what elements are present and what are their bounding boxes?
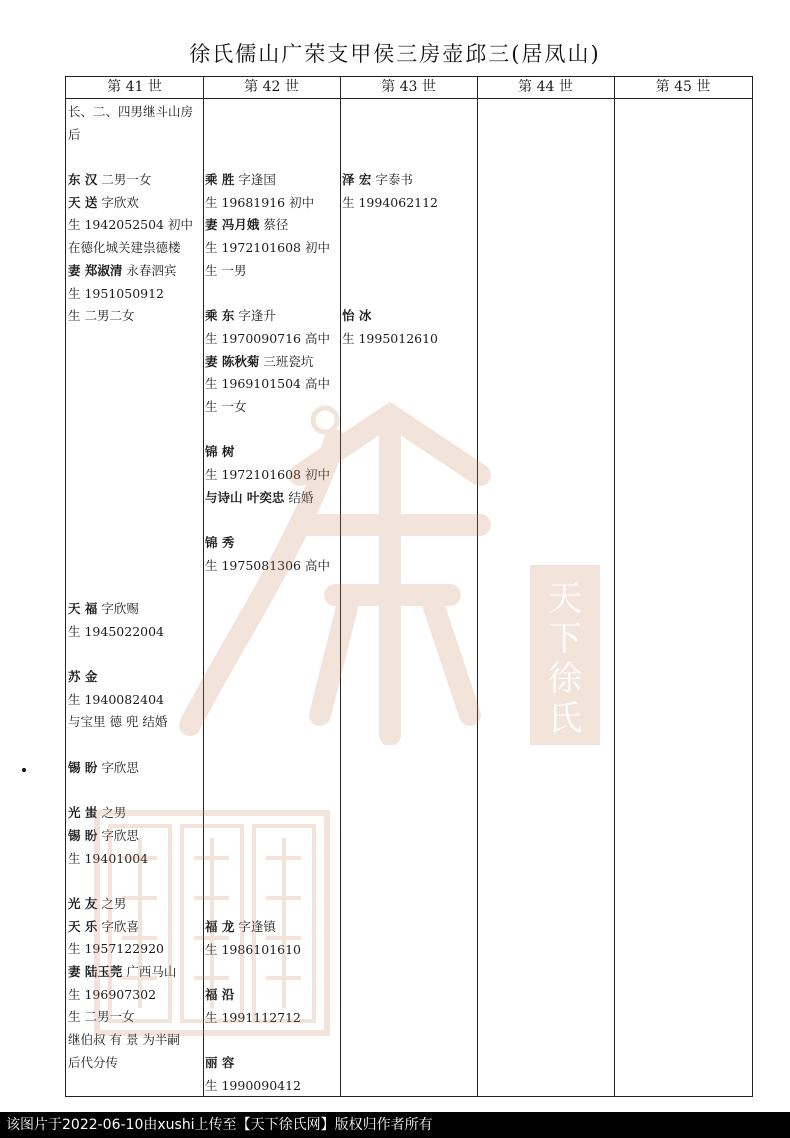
entry-line	[68, 192, 193, 215]
entry-line	[68, 214, 193, 237]
table-header	[66, 77, 752, 99]
entry-detail: 生 1957122920	[68, 941, 165, 957]
generation-41-entries-lower	[68, 598, 180, 1074]
entry-detail: 后	[68, 126, 81, 142]
entry-line	[205, 1052, 301, 1075]
watermark-logo-char: 下	[548, 619, 582, 659]
person-name: 光 友	[68, 895, 98, 911]
entry-line	[205, 351, 330, 374]
page-title: 徐氏儒山广荣支甲侯三房壶邱三(居凤山)	[189, 42, 601, 66]
entry-line	[68, 757, 180, 780]
column-header-43: 第 43 世	[381, 79, 436, 95]
entry-detail: 蔡径	[259, 217, 289, 233]
entry-detail: 二男一女	[97, 172, 152, 188]
entry-line	[68, 711, 180, 734]
entry-detail: 之男	[97, 895, 127, 911]
person-name: 乘 东	[205, 308, 235, 324]
entry-detail: 三班瓷坑	[259, 353, 314, 369]
column-header-44: 第 44 世	[518, 79, 573, 95]
entry-detail: 生 19401004	[68, 850, 149, 866]
entry-line	[68, 961, 180, 984]
entry-line	[205, 984, 301, 1007]
entry-detail: 字欣思	[97, 827, 139, 843]
entry-line	[68, 825, 180, 848]
entry-line	[68, 305, 193, 328]
entry-line	[68, 283, 193, 306]
person-name: 泽 宏	[342, 172, 372, 187]
entry-line	[68, 870, 180, 893]
entry-line	[342, 192, 438, 215]
entry-detail: 长、二、四男继斗山房	[68, 104, 194, 119]
entry-detail: 与宝里 德 兜 结婚	[68, 714, 168, 730]
column-header-41: 第 41 世	[107, 79, 162, 95]
entry-line	[68, 237, 193, 260]
entry-line	[68, 916, 180, 939]
column-divider	[340, 77, 341, 1096]
watermark-logo-char: 氏	[548, 699, 582, 739]
person-name: 天 福	[68, 601, 98, 616]
watermark-logo-char: 徐	[548, 659, 582, 699]
entry-line	[205, 916, 301, 939]
entry-line	[68, 101, 193, 124]
person-name: 锦 树	[205, 444, 235, 460]
entry-line	[205, 237, 330, 260]
generation-42-entries	[205, 169, 330, 577]
entry-detail: 字泰书	[371, 172, 413, 187]
genealogy-table	[65, 76, 753, 1097]
entry-detail: 字逢镇	[234, 919, 276, 934]
person-name: 天 送	[68, 194, 98, 210]
entry-detail: 广西马山	[122, 964, 177, 979]
person-name: 锦 秀	[205, 535, 235, 550]
entry-detail: 字欣欢	[97, 194, 139, 210]
entry-line	[205, 532, 330, 555]
entry-line	[68, 893, 180, 916]
entry-line	[342, 282, 438, 305]
entry-detail: 继伯叔 有 景 为半嗣	[68, 1032, 180, 1048]
entry-line	[68, 984, 180, 1007]
entry-line	[342, 169, 438, 192]
entry-line	[205, 419, 330, 442]
entry-detail: 生 1991112712	[205, 1009, 302, 1025]
person-name: 天 乐	[68, 918, 98, 934]
entry-line	[68, 938, 180, 961]
entry-line	[68, 1029, 180, 1052]
entry-detail: 字逢升	[234, 308, 276, 324]
entry-line	[68, 734, 180, 757]
entry-line	[205, 214, 330, 237]
entry-detail: 生 二男一女	[68, 1009, 135, 1025]
person-name: 与诗山 叶奕忠	[205, 489, 285, 505]
entry-line	[205, 509, 330, 532]
entry-detail: 字逢国	[234, 172, 276, 187]
entry-detail: 生 1994062112	[342, 194, 439, 210]
entry-line	[205, 1029, 301, 1052]
entry-detail: 永春泗宾	[122, 262, 177, 278]
entry-detail: 在德化城关建祟德楼	[68, 240, 181, 256]
person-name: 东 汉	[68, 172, 98, 188]
entry-line	[205, 555, 330, 578]
entry-line	[68, 1052, 180, 1075]
entry-line	[205, 961, 301, 984]
entry-detail: 生 1990090412	[205, 1077, 302, 1093]
entry-line	[68, 146, 193, 169]
entry-detail: 生 1945022004	[68, 623, 165, 639]
entry-line	[205, 396, 330, 419]
generation-42-entries-lower	[205, 916, 301, 1098]
entry-line	[68, 802, 180, 825]
entry-line	[68, 848, 180, 871]
person-name: 福 龙	[205, 919, 235, 934]
entry-line	[342, 260, 438, 283]
entry-detail: 生 1942052504 初中	[68, 217, 193, 233]
entry-line	[205, 1075, 301, 1098]
entry-line	[205, 328, 330, 351]
entry-line	[342, 237, 438, 260]
entry-detail: 之男	[97, 805, 127, 821]
entry-line	[68, 780, 180, 803]
entry-line	[342, 214, 438, 237]
entry-line	[205, 192, 330, 215]
entry-detail: 生 1951050912	[68, 285, 165, 301]
person-name: 妻 陆玉莞	[68, 964, 123, 979]
entry-detail: 生 二男二女	[68, 308, 135, 324]
person-name: 丽 容	[205, 1055, 235, 1071]
person-name: 光 蚩	[68, 805, 98, 821]
entry-line	[205, 939, 301, 962]
entry-detail: 生 1940082404	[68, 691, 165, 707]
person-name: 苏 金	[68, 669, 98, 685]
entry-detail: 结婚	[284, 489, 314, 505]
entry-detail: 字欣赐	[97, 601, 139, 616]
person-name: 妻 郑淑清	[68, 262, 123, 278]
stray-dot	[22, 768, 26, 772]
person-name: 怡 冰	[342, 308, 372, 324]
watermark-logo-char: 天	[548, 579, 582, 619]
entry-detail: 生 一女	[205, 398, 247, 414]
column-divider	[477, 77, 478, 1096]
person-name: 锡 盼	[68, 759, 98, 775]
person-name: 锡 盼	[68, 827, 98, 843]
entry-line	[342, 305, 438, 328]
entry-line	[205, 373, 330, 396]
entry-line	[205, 441, 330, 464]
column-header-42: 第 42 世	[244, 79, 299, 95]
entry-line	[342, 328, 438, 351]
entry-line	[68, 689, 180, 712]
entry-line	[205, 464, 330, 487]
entry-line	[68, 1006, 180, 1029]
copyright-footer: 该图片于2022-06-10由xushi上传至【天下徐氏网】版权归作者所有	[0, 1112, 790, 1138]
entry-detail: 生 1975081306 高中	[205, 557, 330, 573]
entry-detail: 字欣喜	[97, 918, 139, 934]
entry-line	[68, 124, 193, 147]
entry-line	[205, 260, 330, 283]
entry-line	[68, 260, 193, 283]
entry-detail: 生 一男	[205, 262, 247, 278]
entry-detail: 生 196907302	[68, 986, 157, 1002]
entry-line	[205, 1007, 301, 1030]
entry-detail: 生 1970090716 高中	[205, 330, 330, 346]
person-name: 妻 陈秋菊	[205, 353, 260, 369]
entry-line	[205, 305, 330, 328]
entry-line	[205, 282, 330, 305]
person-name: 乘 胜	[205, 172, 235, 187]
entry-detail: 生 1995012610	[342, 330, 439, 346]
entry-detail: 生 1972101608 初中	[205, 240, 330, 256]
entry-detail: 字欣思	[97, 759, 139, 775]
entry-line	[205, 169, 330, 192]
entry-line	[68, 643, 180, 666]
generation-41-entries	[68, 101, 193, 328]
column-divider	[614, 77, 615, 1096]
entry-detail: 生 19681916 初中	[205, 194, 315, 210]
entry-detail: 后代分传	[68, 1054, 119, 1070]
entry-detail: 生 1969101504 高中	[205, 376, 330, 392]
column-divider	[203, 77, 204, 1096]
entry-line	[205, 487, 330, 510]
entry-line	[68, 621, 180, 644]
entry-line	[68, 169, 193, 192]
column-header-45: 第 45 世	[655, 79, 711, 95]
generation-43-entries	[342, 169, 438, 351]
entry-line	[68, 598, 180, 621]
entry-detail: 生 1972101608 初中	[205, 466, 330, 482]
entry-detail: 生 1986101610	[205, 941, 302, 957]
person-name: 福 沿	[205, 987, 235, 1003]
entry-line	[68, 666, 180, 689]
person-name: 妻 冯月娥	[205, 217, 260, 233]
